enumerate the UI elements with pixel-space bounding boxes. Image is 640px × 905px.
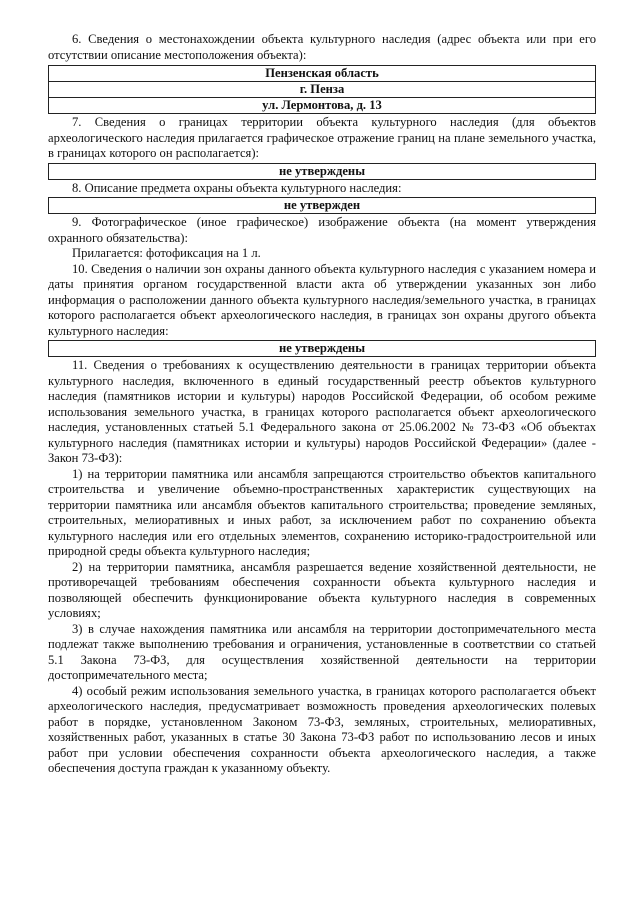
item-8-value-cell: не утвержден <box>48 197 596 214</box>
item-11-clause-4: 4) особый режим использования земельного участка, в границах которого располагается объект археологического наследия, предусматривает возможность проведения археологических полевых работ в порядке, установленном Законом 73-ФЗ, земляных, строительных, мелиоративных, хозяйственных работ, указанных в статье 30 Закона 73-ФЗ работ по использованию лесов и иных работ при условии обеспечения сохранности объекта археологического наследия, а также обеспечения доступа граждан к указанному объекту. <box>48 683 596 775</box>
item-11-heading: 11. Сведения о требованиях к осуществлению деятельности в границах территории объекта культурного наследия, включенного в единый государственный реестр объектов культурного наследия (памятников истории и культуры) народов Российской Федерации, об особом режиме использования земельного участка, в границах которого располагается объект археологического наследия, установленных статьей 5.1 Федерального закона от 25.06.2002 № 73-ФЗ «Об объектах культурного наследия (памятниках истории и культуры) народов Российской Федерации» (далее - Закон 73-ФЗ): <box>48 358 596 465</box>
item-9-heading: 9. Фотографическое (иное графическое) изображение объекта (на момент утверждения охранного обязательства): <box>48 215 596 245</box>
item-10-heading: 10. Сведения о наличии зон охраны данного объекта культурного наследия с указанием номера и даты принятия органом государственной власти акта об утверждении указанных зон либо информация о расположении данного объекта культурного наследия/земельного участка, в границах которого располагается объект археологического наследия, в границах зон охраны другого объекта культурного наследия: <box>48 261 596 338</box>
item-11-clause-2: 2) на территории памятника, ансамбля разрешается ведение хозяйственной деятельности, не противоречащей требованиям обеспечения сохранности объекта культурного наследия и позволяющей обеспечить функционирование объекта культурного наследия в современных условиях; <box>48 559 596 620</box>
address-city-cell: г. Пенза <box>48 82 596 98</box>
item-8-heading: 8. Описание предмета охраны объекта культурного наследия: <box>72 180 402 195</box>
item-11-clause-3: 3) в случае нахождения памятника или ансамбля на территории достопримечательного места подлежат также выполнению требования и ограничения, установленные в соответствии со статьей 5.1 Закона 73-ФЗ, для осуществления хозяйственной деятельности на территории достопримечательного места; <box>48 621 596 682</box>
item-7-heading: 7. Сведения о границах территории объекта культурного наследия (для объектов археологического наследия прилагается графическое отражение границ на плане земельного участка, в границах которого он располагается): <box>48 115 596 160</box>
item-10-value-cell: не утверждены <box>48 340 596 357</box>
address-street-cell: ул. Лермонтова, д. 13 <box>48 98 596 114</box>
address-region-cell: Пензенская область <box>48 65 596 82</box>
item-6-heading: 6. Сведения о местонахождении объекта культурного наследия (адрес объекта или при его отсутствии описание местоположения объекта): <box>48 32 596 62</box>
address-table <box>48 65 596 114</box>
item-11-clause-1: 1) на территории памятника или ансамбля запрещаются строительство объектов капитального строительства и увеличение объемно-пространственных характеристик существующих на территории памятника или ансамбля объектов капитального строительства; проведение земляных, строительных, мелиоративных и иных работ, за исключением работ по сохранению объекта культурного наследия или его отдельных элементов, сохранению историко-градостроительной или природной среды объекта культурного наследия; <box>48 466 596 558</box>
item-7-value-cell: не утверждены <box>48 163 596 180</box>
document-body <box>48 32 596 777</box>
item-9-attachment: Прилагается: фотофиксация на 1 л. <box>72 246 261 260</box>
